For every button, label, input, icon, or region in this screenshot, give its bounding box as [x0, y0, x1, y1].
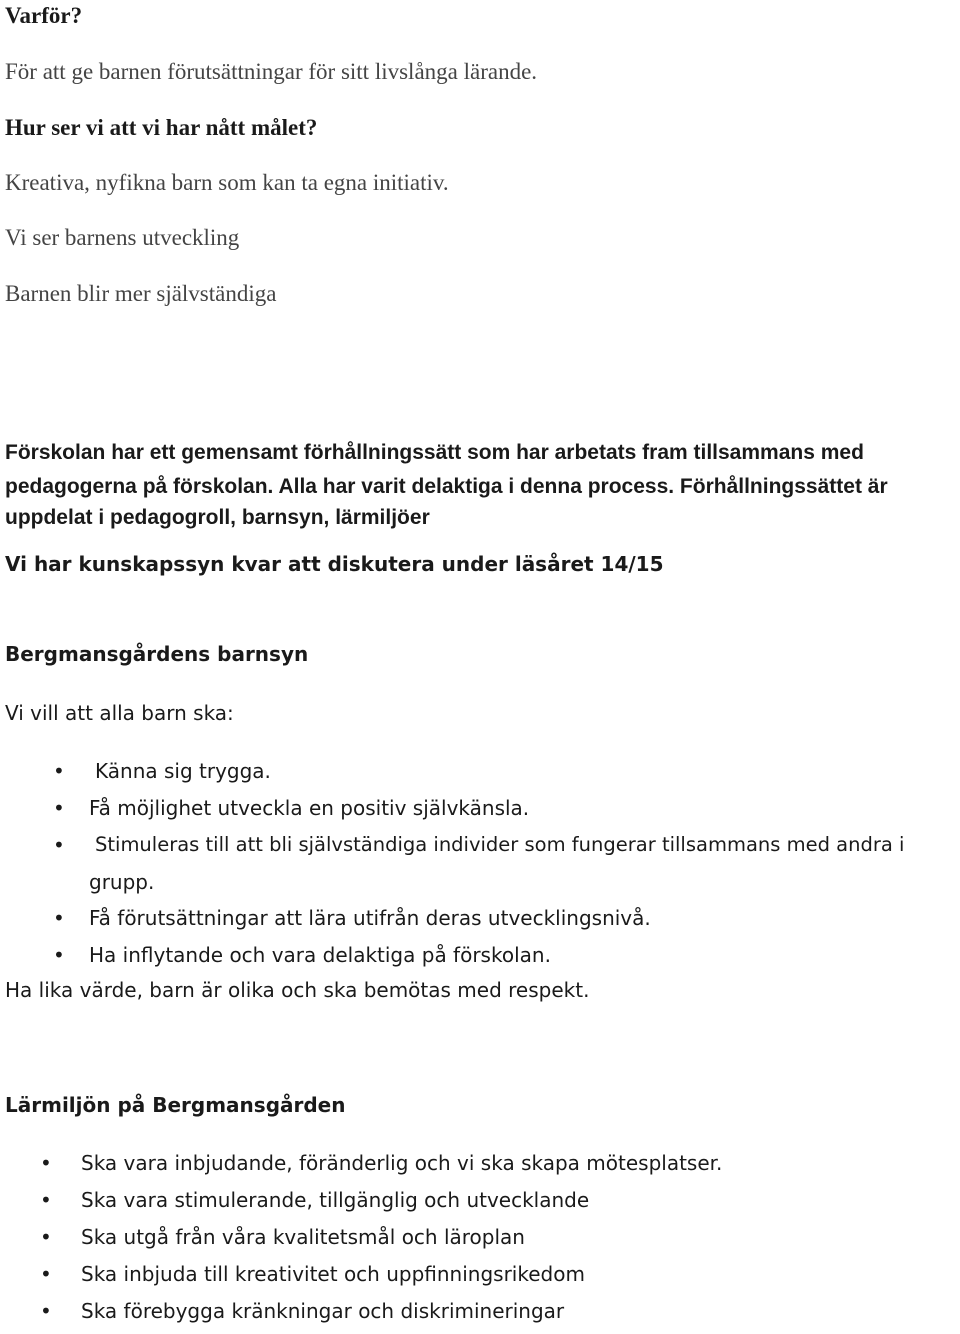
list-item-continuation [0, 868, 960, 904]
bullet-icon: • [40, 1299, 52, 1323]
list-item-text: Ska inbjuda till kreativitet och uppfinningsrikedom [81, 1262, 585, 1286]
bullet-icon: • [40, 1188, 52, 1212]
barnsyn-heading: Bergmansgårdens barnsyn [5, 642, 309, 666]
bullet-icon: • [40, 1225, 52, 1249]
list-item-text: Känna sig trygga. [95, 759, 271, 783]
goal-line-2: Vi ser barnens utveckling [5, 225, 240, 250]
list-item [0, 757, 960, 794]
list-item [0, 941, 960, 978]
approach-line-1: Förskolan har ett gemensamt förhållningssätt som har arbetats fram tillsammans med [5, 441, 864, 464]
list-item [0, 1297, 960, 1334]
barnsyn-list [0, 757, 960, 978]
list-item-text: Ska förebygga kränkningar och diskrimineringar [81, 1299, 565, 1323]
why-heading: Varför? [5, 3, 83, 28]
list-item [0, 831, 960, 868]
list-item [0, 904, 960, 941]
why-text: För att ge barnen förutsättningar för sitt livslånga lärande. [5, 59, 538, 84]
approach-line-2: pedagogerna på förskolan. Alla har varit delaktiga i denna process. Förhållningssättet är [5, 475, 888, 498]
list-item [0, 794, 960, 831]
knowledge-note: Vi har kunskapssyn kvar att diskutera under läsåret 14/15 [5, 552, 664, 576]
list-item [0, 1223, 960, 1260]
barnsyn-closing: Ha lika värde, barn är olika och ska bemötas med respekt. [5, 978, 590, 1002]
bullet-icon: • [40, 1262, 52, 1286]
list-item-text: Ska vara inbjudande, föränderlig och vi ska skapa mötesplatser. [81, 1151, 723, 1175]
list-item-text: Ska vara stimulerande, tillgänglig och utvecklande [81, 1188, 590, 1212]
goal-line-3: Barnen blir mer självständiga [5, 281, 277, 306]
bullet-icon: • [53, 906, 65, 930]
larmiljo-heading: Lärmiljön på Bergmansgården [5, 1093, 346, 1117]
approach-line-3: uppdelat i pedagogroll, barnsyn, lärmiljöer [5, 506, 430, 529]
bullet-icon: • [53, 759, 65, 783]
list-item-text: Få möjlighet utveckla en positiv självkänsla. [89, 796, 530, 820]
list-item [0, 1149, 960, 1186]
goal-line-1: Kreativa, nyfikna barn som kan ta egna initiativ. [5, 170, 449, 195]
list-item-text: Stimuleras till att bli självständiga individer som fungerar tillsammans med andra i [95, 833, 905, 856]
bullet-icon: • [53, 796, 65, 820]
list-item-text: grupp. [89, 870, 155, 894]
larmiljo-list [0, 1149, 960, 1334]
bullet-icon: • [53, 943, 65, 967]
goal-heading: Hur ser vi att vi har nått målet? [5, 115, 318, 140]
bullet-icon: • [53, 833, 65, 857]
list-item-text: Få förutsättningar att lära utifrån deras utvecklingsnivå. [89, 906, 651, 930]
list-item-text: Ska utgå från våra kvalitetsmål och läroplan [81, 1225, 525, 1249]
barnsyn-intro: Vi vill att alla barn ska: [5, 701, 234, 725]
list-item-text: Ha inflytande och vara delaktiga på förskolan. [89, 943, 551, 967]
list-item [0, 1260, 960, 1297]
bullet-icon: • [40, 1151, 52, 1175]
list-item [0, 1186, 960, 1223]
